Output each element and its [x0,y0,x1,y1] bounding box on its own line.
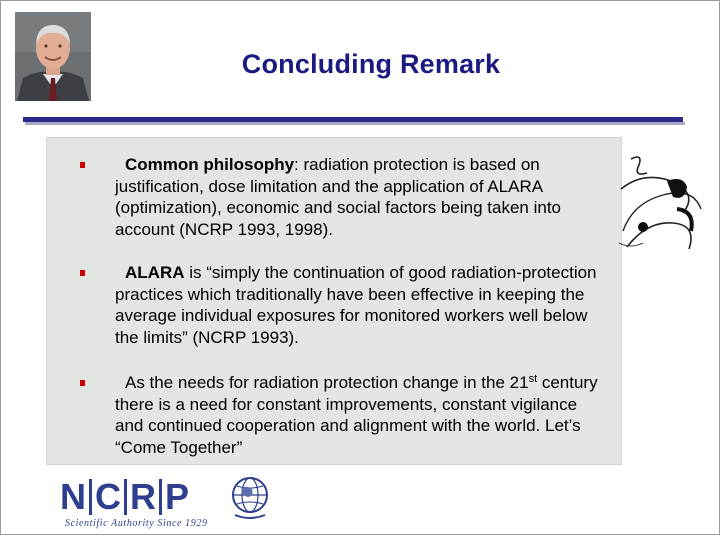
slide-title: Concluding Remark [241,49,501,79]
logo-separator [159,479,162,515]
globe-emblem-icon [227,475,273,521]
bullet-marker [80,270,85,276]
bullet-superscript: st [528,373,538,385]
bullet-body: As the needs for radiation protection change in the 21 [125,373,529,392]
bullet-lead: Common philosophy [125,155,295,174]
bullet-body-continued: century there is a need for constant improvements, constant vigilance and continued cooperation and alignment with the world. Let’s “Come Together” [115,373,598,457]
bullet-body: : radiation protection is based on justification, dose limitation and the application of ALARA (optimization), economic and social factors being taken into account (NCRP 1993, 1998). [115,155,562,239]
logo-letter: P [165,476,190,517]
logo-separator [89,479,92,515]
portrait-image [15,12,91,101]
portrait-photo [15,12,91,101]
logo-letter: R [130,476,156,517]
bullet-marker [80,162,85,168]
bullet-text [115,372,605,458]
atom-icon [613,151,713,261]
logo-letters [59,477,190,517]
bullet-marker [80,380,85,386]
content-box [47,138,621,464]
logo-letter: N [60,476,86,517]
bullet-text [115,262,605,348]
ncrp-logo [59,475,289,533]
title-divider-shadow [25,122,685,125]
logo-letter: C [95,476,121,517]
bullet-lead: ALARA [125,263,185,282]
logo-tagline: Scientific Authority Since 1929 [65,518,208,529]
bullet-text [115,154,605,240]
logo-separator [124,479,127,515]
bullet-body: is “simply the continuation of good radiation-protection practices which traditionally have been effective in keeping the average individual exposures for monitored workers well below the limits” (NCRP 1993). [115,263,597,347]
